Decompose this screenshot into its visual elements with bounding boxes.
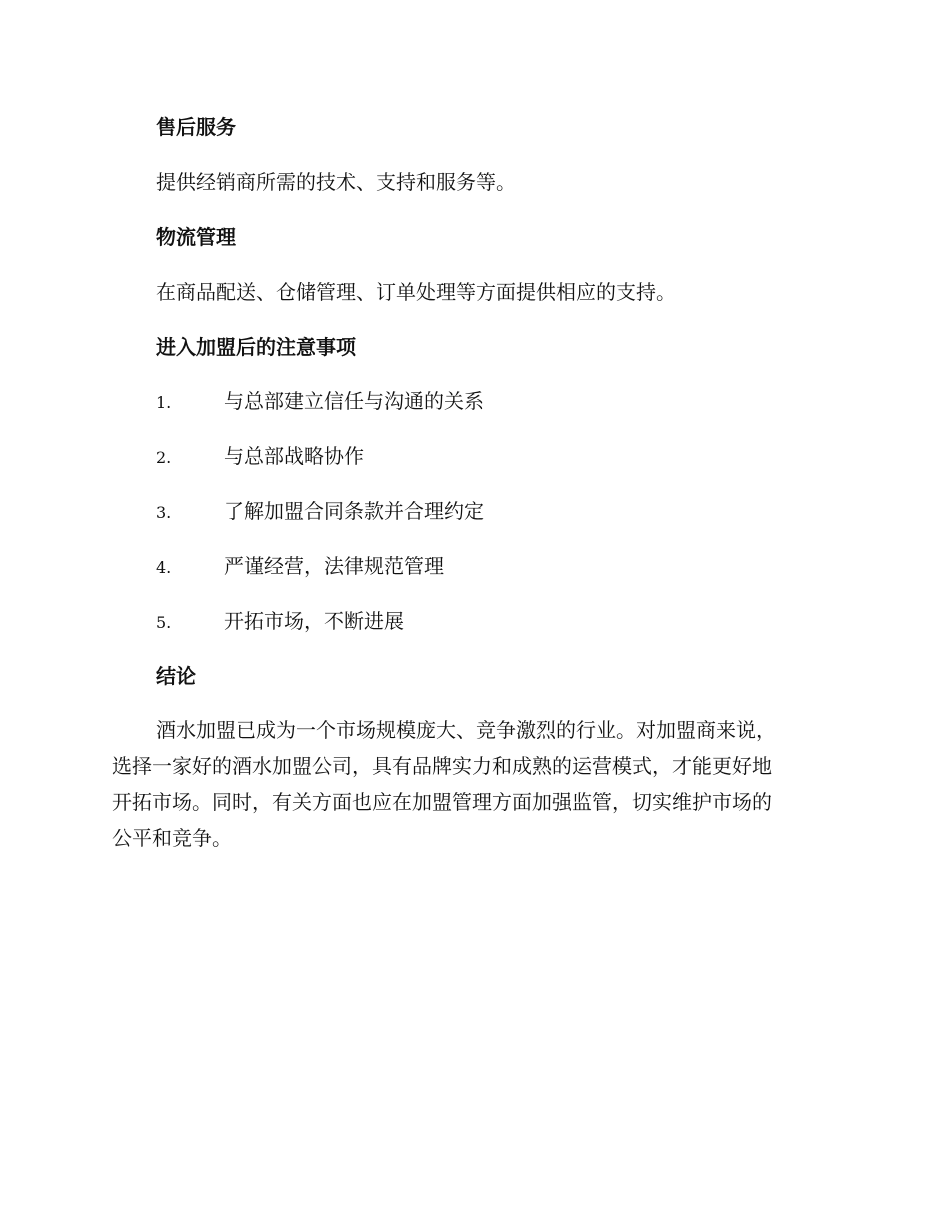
list-text: 与总部建立信任与沟通的关系 [224,389,484,413]
section-heading-logistics: 物流管理 [156,225,236,249]
list-text: 了解加盟合同条款并合理约定 [224,499,484,523]
conclusion-line: 选择一家好的酒水加盟公司，具有品牌实力和成熟的运营模式，才能更好地 [112,754,772,778]
list-item [156,388,856,418]
conclusion-line: 开拓市场。同时，有关方面也应在加盟管理方面加强监管，切实维护市场的 [112,790,772,814]
section-heading-notes: 进入加盟后的注意事项 [156,335,356,359]
list-number: 4. [156,558,172,577]
list-text: 与总部战略协作 [224,444,364,468]
conclusion-line: 公平和竞争。 [112,826,232,850]
list-item [156,608,856,638]
section-heading-conclusion: 结论 [156,664,196,688]
paragraph-after-sales: 提供经销商所需的技术、支持和服务等。 [156,170,516,194]
list-item [156,498,856,528]
conclusion-line: 酒水加盟已成为一个市场规模庞大、竞争激烈的行业。对加盟商来说， [156,718,776,742]
list-number: 2. [156,448,172,467]
paragraph-conclusion [112,712,832,856]
list-item [156,553,856,583]
list-number: 1. [156,393,172,412]
paragraph-logistics: 在商品配送、仓储管理、订单处理等方面提供相应的支持。 [156,280,676,304]
list-item [156,443,856,473]
list-number: 3. [156,503,172,522]
section-heading-after-sales: 售后服务 [156,115,236,139]
list-number: 5. [156,613,172,632]
list-text: 开拓市场，不断进展 [224,609,404,633]
list-text: 严谨经营，法律规范管理 [224,554,444,578]
